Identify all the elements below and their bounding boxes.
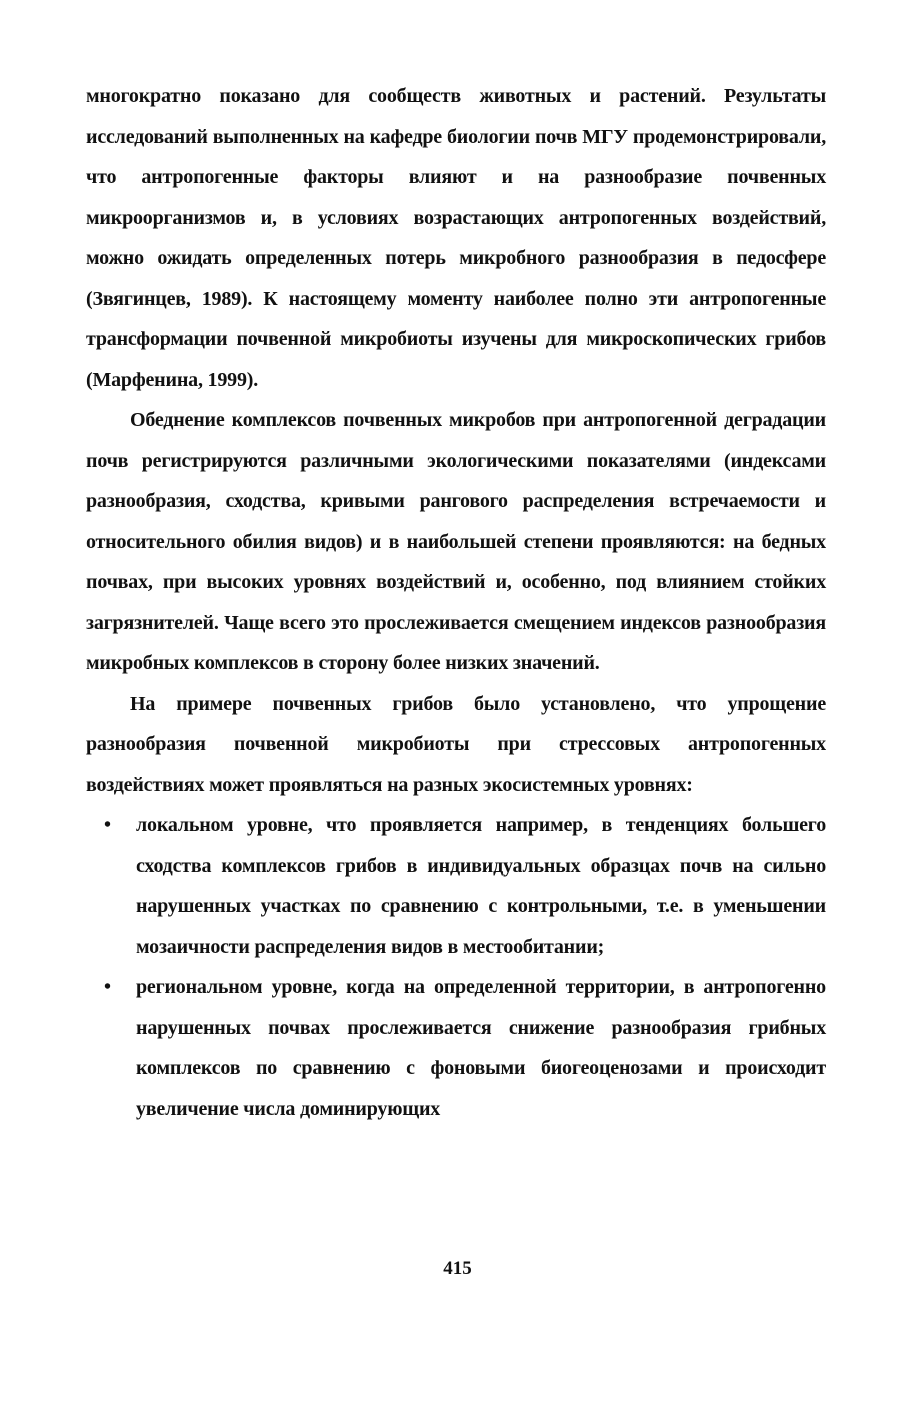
bullet-icon: • [104,814,111,836]
page-body [86,76,826,1129]
paragraph-1: многократно показано для сообществ животных и растений. Результаты исследований выполненных на кафедре биологии почв МГУ продемонстрировали, что антропогенные факторы влияют и на разнообразие почвенных микроорганизмов и, в условиях возрастающих антропогенных воздействий, можно ожидать определенных потерь микробного разнообразия в педосфере (Звягинцев, 1989). К настоящему моменту наиболее полно эти антропогенные трансформации почвенной микробиоты изучены для микроскопических грибов (Марфенина, 1999). [86,85,826,391]
paragraph-3: На примере почвенных грибов было установлено, что упрощение разнообразия почвенной микробиоты при стрессовых антропогенных воздействиях может проявляться на разных экосистемных уровнях: [86,692,826,796]
paragraph-2: Обеднение комплексов почвенных микробов при антропогенной деградации почв регистрируются различными экологическими показателями (индексами разнообразия, сходства, кривыми рангового распределения встречаемости и относительного обилия видов) и в наибольшей степени проявляются: на бедных почвах, при высоких уровнях воздействий и, особенно, под влиянием стойких загрязнителей. Чаще всего это прослеживается смещением индексов разнообразия микробных комплексов в сторону более низких значений. [86,409,826,674]
bullet-icon: • [104,976,111,998]
list-item [86,967,826,1129]
list-item-text: региональном уровне, когда на определенной территории, в антропогенно нарушенных почвах прослеживается снижение разнообразия грибных комплексов по сравнению с фоновыми биогеоценозами и происходит увеличение числа доминирующих [136,976,826,1120]
page-number: 415 [443,1258,472,1279]
list-item-text: локальном уровне, что проявляется например, в тенденциях большего сходства комплексов грибов в индивидуальных образцах почв на сильно нарушенных участках по сравнению с контрольными, т.е. в уменьшении мозаичности распределения видов в местообитании; [136,814,826,958]
list-item [86,805,826,967]
bullet-list [86,805,826,1129]
